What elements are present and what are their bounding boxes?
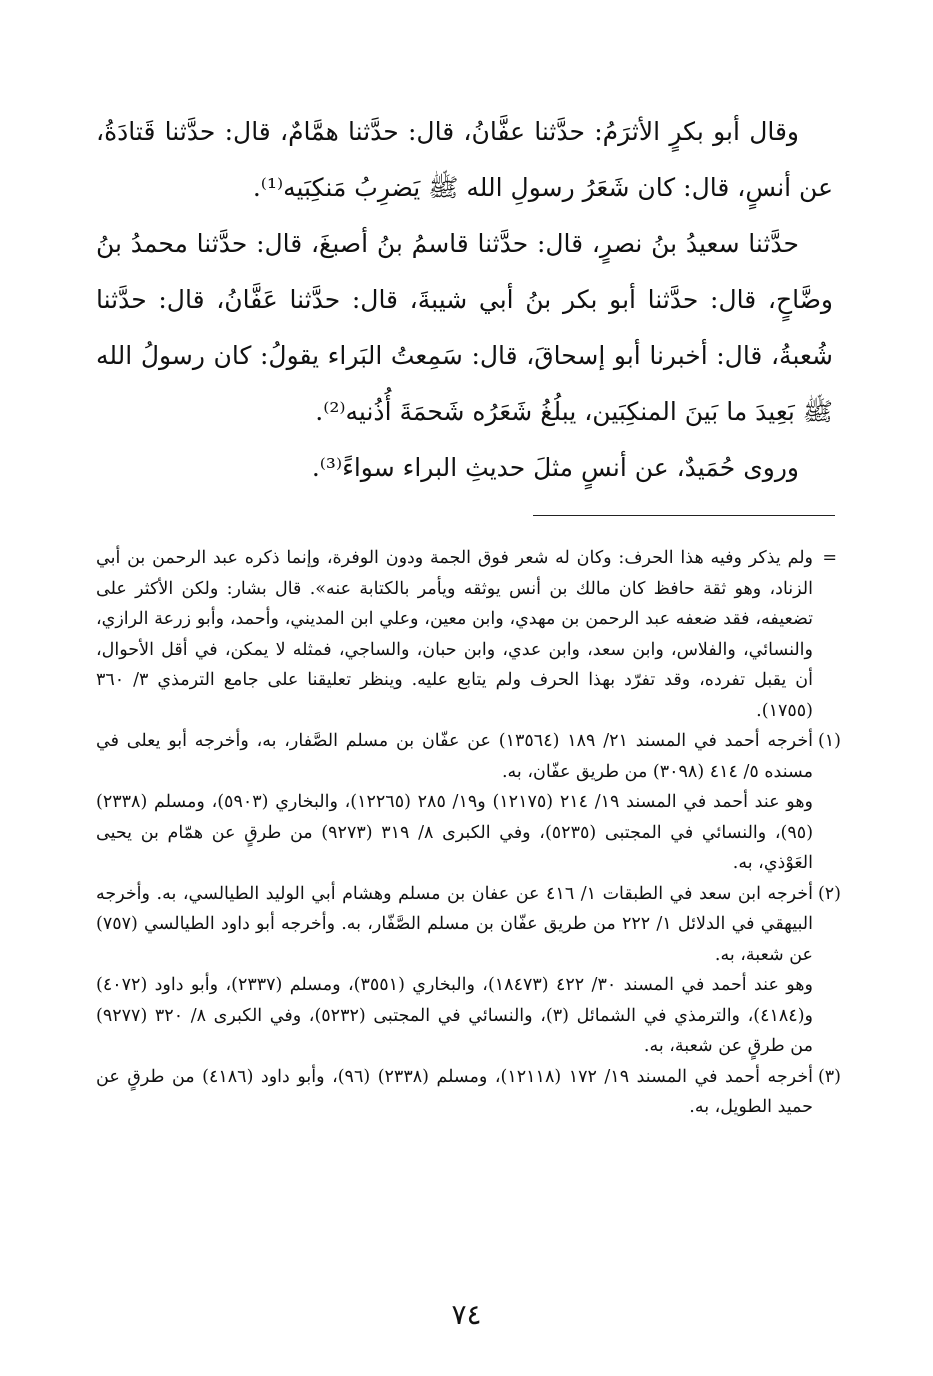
footnote-separator	[533, 515, 835, 516]
footnote-3	[96, 1062, 841, 1123]
footnote-text: أخرجه ابن سعد في الطبقات ١/ ٤١٦ عن عفان بن مسلم وهشام أبي الوليد الطيالسي، به. وأخرجه البيهقي في الدلائل ١/ ٢٢٢ من طريق عفّان بن مسلم الصَّفّار، به. وأخرجه أبو داود الطيالسي (٧٥٧) عن شعبة، به.	[96, 883, 813, 965]
footnote-text: أخرجه أحمد في المسند ٢١/ ١٨٩ (١٣٥٦٤) عن عفّان بن مسلم الصَّفار، به، وأخرجه أبو يعلى في مسنده ٥/ ٤١٤ (٣٠٩٨) من طريق عفّان، به.	[96, 731, 813, 782]
continuation-text: ولم يذكر وفيه هذا الحرف: وكان له شعر فوق الجمة ودون الوفرة، وإنما ذكره عبد الرحمن بن أبي الزناد، وهو ثقة حافظ كان مالك بن أنس يوثقه ويأمر بالكتابة عنه». قال بشار: ولكن الأكثر على تضعيفه، فقد ضعفه عبد الرحمن بن مهدي، وابن معين، وعلي ابن المديني، وأحمد، وأبو زرعة الرازي، والنسائي، والفلاس، وابن سعد، وابن عدي، وابن حبان، والساجي، فمثله لا يمكن، في أقل الأحوال، أن يقبل تفرده، وقد تفرّد بهذا الحرف ولم يتابع عليه. وينظر تعليقنا على جامع الترمذي ٣/ ٣٦٠ (١٧٥٥).	[96, 548, 813, 721]
footnote-1	[96, 726, 841, 787]
main-paragraph-1: وقال أبو بكرٍ الأثرَمُ: حدَّثنا عفَّانُ، قال: حدَّثنا همَّامٌ، قال: حدَّثنا قَتادَةُ، عن أنسٍ، قال: كان شَعَرُ رسولِ الله ﷺ يَضرِبُ مَنكِبَيه⁽¹⁾.	[96, 117, 833, 202]
footnote-continuation	[96, 543, 837, 726]
footnote-2-sub: وهو عند أحمد في المسند ٣٠/ ٤٢٢ (١٨٤٧٣)، والبخاري (٣٥٥١)، ومسلم (٢٣٣٧)، وأبو داود (٤٠٧٢) و(٤١٨٤)، والترمذي في الشمائل (٣)، والنسائي في المجتبى (٥٢٣٢)، وفي الكبرى ٨/ ٣٢٠ (٩٢٧٧) من طرقٍ عن شعبة، به.	[96, 975, 813, 1056]
footnote-text: أخرجه أحمد في المسند ١٩/ ١٧٢ (١٢١١٨)، ومسلم (٢٣٣٨) (٩٦)، وأبو داود (٤١٨٦) من طرقٍ عن حميد الطويل، به.	[96, 1066, 813, 1117]
main-text	[96, 104, 833, 496]
main-paragraph-2: حدَّثنا سعيدُ بنُ نصرٍ، قال: حدَّثنا قاسمُ بنُ أصبغَ، قال: حدَّثنا محمدُ بنُ وضَّاحٍ، قال: حدَّثنا أبو بكر بنُ أبي شيبةَ، قال: حدَّثنا عَفَّانُ، قال: حدَّثنا شُعبةُ، قال: أخبرنا أبو إسحاقَ، قال: سَمِعتُ البَراء يقولُ: كان رسولُ الله ﷺ بَعِيدَ ما بَينَ المنكِبَين، يبلُغُ شَعَرُه شَحمَةَ أُذُنيه⁽²⁾.	[96, 229, 833, 426]
footnotes	[96, 543, 841, 1123]
footnote-number: (٢)	[817, 883, 841, 904]
footnote-2	[96, 879, 841, 971]
footnote-number: (٣)	[817, 1066, 841, 1087]
footnote-1-sub: وهو عند أحمد في المسند ١٩/ ٢١٤ (١٢١٧٥) و١٩/ ٢٨٥ (١٢٢٦٥)، والبخاري (٥٩٠٣)، ومسلم (٢٣٣٨) (٩٥)، والنسائي في المجتبى (٥٢٣٥)، وفي الكبرى ٨/ ٣١٩ (٩٢٧٣) من طرقٍ عن همّام بن يحيى العَوْذي، به.	[96, 792, 814, 873]
continuation-mark: =	[822, 548, 837, 568]
main-paragraph-3: وروى حُمَيدٌ، عن أنسٍ مثلَ حديثِ البراء سواءً⁽³⁾.	[311, 453, 799, 482]
page-number: ٧٤	[451, 1298, 482, 1331]
footnote-number: (١)	[817, 731, 841, 751]
